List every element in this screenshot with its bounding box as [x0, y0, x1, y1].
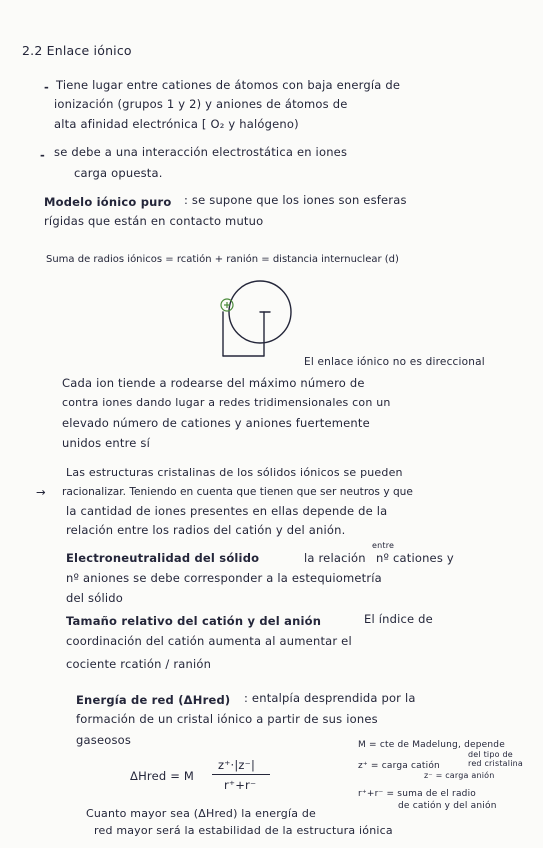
- bullet2-line-1: se debe a una interacción electrostática en iones: [54, 145, 348, 159]
- bullet1-line-1: Tiene lugar entre cationes de átomos con baja energía de: [56, 78, 401, 92]
- energia-line-3: gaseosos: [76, 733, 132, 747]
- conclusion-line-2: red mayor será la estabilidad de la estructura iónica: [94, 824, 393, 837]
- legend-zminus: z⁻ = carga anión: [424, 771, 495, 780]
- modelo-line-2: rígidas que están en contacto mutuo: [44, 214, 264, 228]
- estructuras-line-1: Las estructuras cristalinas de los sólidos iónicos se pueden: [66, 466, 403, 479]
- conclusion-line-1: Cuanto mayor sea (ΔHred) la energía de: [86, 807, 317, 820]
- cada-ion-line-1: Cada ion tiende a rodearse del máximo número de: [62, 376, 365, 390]
- bullet1-line-3: alta afinidad electrónica [ O₂ y halógeno): [54, 117, 299, 131]
- bullet1-line-2: ionización (grupos 1 y 2) y aniones de átomos de: [54, 97, 348, 111]
- legend-madelung: M = cte de Madelung, depende: [358, 740, 505, 750]
- estructuras-line-2: racionalizar. Teniendo en cuenta que tienen que ser neutros y que: [62, 486, 413, 498]
- electroneutralidad-line-2: nº aniones se debe corresponder a la estequiometría: [66, 571, 382, 585]
- energia-label: Energía de red (ΔHred): [76, 693, 231, 707]
- formula-denominator: r⁺+r⁻: [224, 778, 257, 792]
- modelo-line-1: : se supone que los iones son esferas: [184, 193, 407, 207]
- estructuras-line-3: la cantidad de iones presentes en ellas depende de la: [66, 504, 388, 518]
- bullet-marker-2: -: [40, 148, 45, 162]
- cada-ion-line-3: elevado número de cationes y aniones fuertemente: [62, 416, 370, 430]
- legend-zplus: z⁺ = carga catión: [358, 761, 440, 771]
- electroneutralidad-entre: entre: [372, 541, 395, 550]
- electroneutralidad-line-1: la relación: [304, 551, 366, 565]
- cada-ion-line-2: contra iones dando lugar a redes tridimensionales con un: [62, 396, 391, 409]
- tamano-label: Tamaño relativo del catión y del anión: [66, 614, 322, 628]
- formula-left: ΔHred = M: [130, 769, 195, 783]
- electroneutralidad-line-1b: nº cationes y: [376, 551, 454, 565]
- legend-radios: r⁺+r⁻ = suma de el radio: [358, 789, 476, 799]
- modelo-label: Modelo iónico puro: [44, 195, 172, 209]
- tamano-line-2: coordinación del catión aumenta al aumentar el: [66, 634, 352, 648]
- tamano-line-3: cociente rcatión / ranión: [66, 657, 212, 671]
- estructuras-line-4: relación entre los radios del catión y del anión.: [66, 523, 346, 537]
- cada-ion-line-4: unidos entre sí: [62, 436, 151, 450]
- legend-tipo: del tipo de: [468, 750, 513, 759]
- ion-contact-diagram: [212, 276, 302, 366]
- enlace-no-direccional: El enlace iónico no es direccional: [304, 356, 485, 368]
- energia-line-1: : entalpía desprendida por la: [244, 691, 416, 705]
- tamano-line-1: El índice de: [364, 612, 433, 626]
- electroneutralidad-label: Electroneutralidad del sólido: [66, 551, 260, 565]
- electroneutralidad-line-3: del sólido: [66, 591, 123, 605]
- section-heading: 2.2 Enlace iónico: [22, 43, 132, 58]
- bullet-marker-1: -: [44, 80, 49, 94]
- energia-line-2: formación de un cristal iónico a partir de sus iones: [76, 712, 378, 726]
- estructuras-arrow-icon: →: [36, 485, 46, 499]
- legend-radios-2: de catión y del anión: [398, 801, 497, 811]
- formula-numerator: z⁺·|z⁻|: [218, 758, 256, 772]
- legend-red: red cristalina: [468, 759, 523, 768]
- suma-radios: Suma de radios iónicos = rcatión + ranión = distancia internuclear (d): [46, 254, 399, 265]
- formula-fraction-bar: [212, 774, 270, 775]
- bullet2-line-2: carga opuesta.: [74, 166, 163, 180]
